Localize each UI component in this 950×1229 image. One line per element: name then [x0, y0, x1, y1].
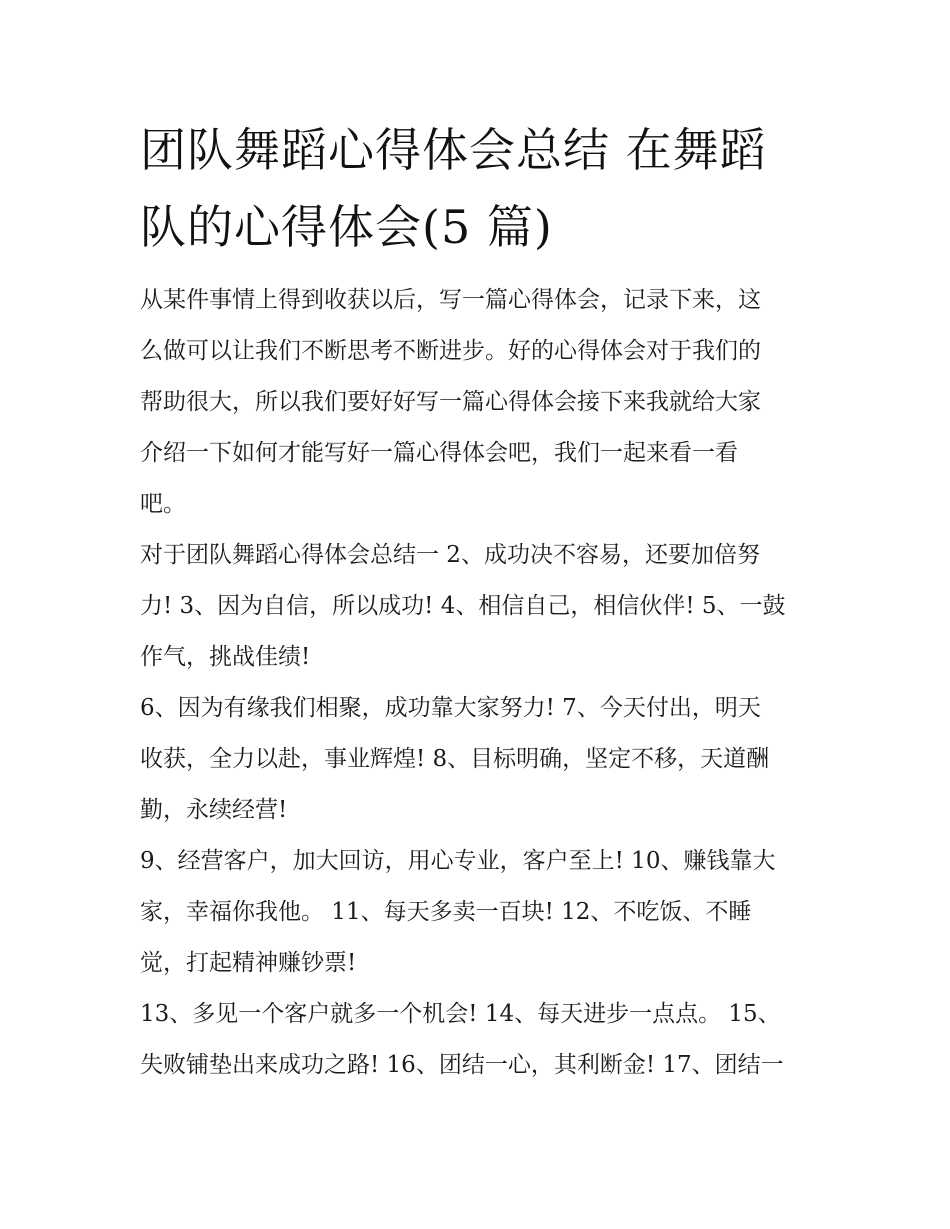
text-line: 帮助很大，所以我们要好好写一篇心得体会接下来我就给大家 — [140, 389, 761, 415]
text-line: 对于团队舞蹈心得体会总结一 2、成功决不容易，还要加倍努 — [140, 542, 760, 568]
paragraph-slogans-2 — [140, 683, 825, 836]
text-line: 9、经营客户，加大回访，用心专业，客户至上! 10、赚钱靠大 — [140, 848, 776, 874]
text-line: 介绍一下如何才能写好一篇心得体会吧，我们一起来看一看 — [140, 440, 738, 466]
document-title — [140, 112, 820, 266]
paragraph-slogans-1 — [140, 530, 825, 683]
text-line: 13、多见一个客户就多一个机会! 14、每天进步一点点。 15、 — [140, 1001, 781, 1027]
text-line: 觉，打起精神赚钞票! — [140, 950, 357, 976]
paragraph-intro — [140, 275, 825, 530]
text-line: 勤，永续经营! — [140, 797, 288, 823]
title-line: 团队舞蹈心得体会总结 在舞蹈 — [140, 123, 767, 177]
text-line: 吧。 — [140, 491, 186, 517]
title-line: 队的心得体会(5 篇) — [140, 200, 553, 254]
document-body — [140, 275, 825, 1091]
text-line: 作气，挑战佳绩! — [140, 644, 311, 670]
text-line: 家，幸福你我他。 11、每天多卖一百块! 12、不吃饭、不睡 — [140, 899, 752, 925]
text-line: 收获，全力以赴，事业辉煌! 8、目标明确，坚定不移，天道酬 — [140, 746, 770, 772]
text-line: 从某件事情上得到收获以后，写一篇心得体会，记录下来，这 — [140, 287, 761, 313]
text-line: 失败铺垫出来成功之路! 16、团结一心，其利断金! 17、团结一 — [140, 1052, 784, 1078]
paragraph-slogans-3 — [140, 836, 825, 989]
text-line: 6、因为有缘我们相聚，成功靠大家努力! 7、今天付出，明天 — [140, 695, 761, 721]
text-line: 力! 3、因为自信，所以成功! 4、相信自己，相信伙伴! 5、一鼓 — [140, 593, 786, 619]
paragraph-slogans-4 — [140, 989, 825, 1091]
text-line: 么做可以让我们不断思考不断进步。好的心得体会对于我们的 — [140, 338, 761, 364]
